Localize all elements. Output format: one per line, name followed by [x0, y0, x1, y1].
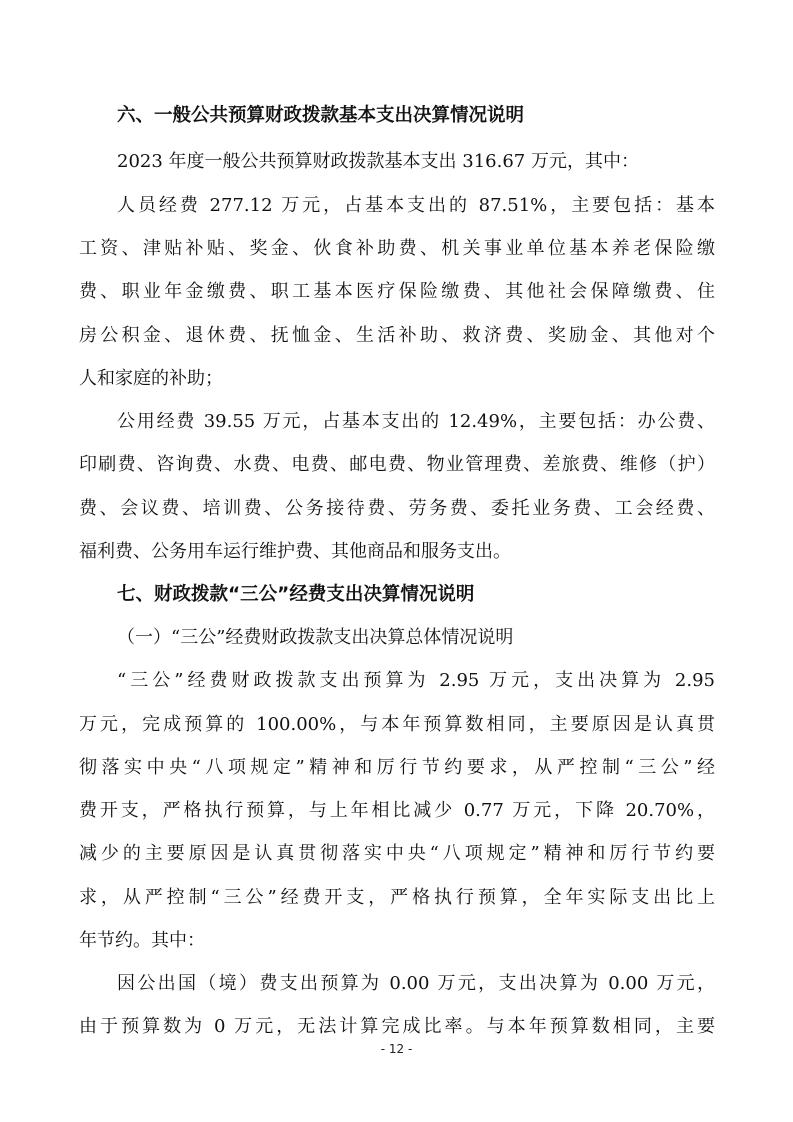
paragraph-personnel-line-1: 人员经费 277.12 万元，占基本支出的 87.51%，主要包括：基本 — [117, 195, 715, 216]
paragraph-three-public-line-4: 费开支，严格执行预算，与上年相比减少 0.77 万元，下降 20.70%， — [79, 800, 715, 821]
paragraph-public-line-1: 公用经费 39.55 万元，占基本支出的 12.49%，主要包括：办公费、 — [117, 411, 715, 432]
paragraph-three-public-line-1: “三公”经费财政拨款支出预算为 2.95 万元，支出决算为 2.95 — [117, 670, 715, 691]
paragraph-three-public-line-5: 减少的主要原因是认真贯彻落实中央“八项规定”精神和厉行节约要 — [79, 843, 715, 864]
paragraph-overseas-line-1: 因公出国（境）费支出预算为 0.00 万元，支出决算为 0.00 万元， — [117, 973, 715, 994]
paragraph-three-public-line-7: 年节约。其中： — [79, 930, 205, 951]
paragraph-three-public-line-6: 求，从严控制“三公”经费开支，严格执行预算，全年实际支出比上 — [79, 887, 715, 908]
paragraph-three-public-line-3: 彻落实中央“八项规定”精神和厉行节约要求，从严控制“三公”经 — [79, 757, 715, 778]
paragraph-three-public-line-2: 万元，完成预算的 100.00%，与本年预算数相同，主要原因是认真贯 — [79, 714, 715, 735]
paragraph-public-line-3: 费、会议费、培训费、公务接待费、劳务费、委托业务费、工会经费、 — [79, 498, 715, 519]
paragraph-overseas-line-2: 由于预算数为 0 万元，无法计算完成比率。与本年预算数相同，主要 — [79, 1016, 715, 1037]
paragraph-public-line-4: 福利费、公务用车运行维护费、其他商品和服务支出。 — [79, 541, 511, 562]
page-number: - 12 - — [380, 1042, 413, 1056]
paragraph-personnel-line-5: 人和家庭的补助； — [79, 368, 223, 389]
paragraph-personnel-line-2: 工资、津贴补贴、奖金、伙食补助费、机关事业单位基本养老保险缴 — [79, 238, 715, 259]
section-heading-6: 六、一般公共预算财政拨款基本支出决算情况说明 — [117, 105, 525, 126]
subsection-heading-1: （一）“三公”经费财政拨款支出决算总体情况说明 — [117, 627, 514, 648]
paragraph-basic-expenditure-total: 2023 年度一般公共预算财政拨款基本支出 316.67 万元，其中： — [117, 151, 639, 172]
paragraph-personnel-line-4: 房公积金、退休费、抚恤金、生活补助、救济费、奖励金、其他对个 — [79, 325, 715, 346]
paragraph-public-line-2: 印刷费、咨询费、水费、电费、邮电费、物业管理费、差旅费、维修（护） — [79, 454, 715, 475]
paragraph-personnel-line-3: 费、职业年金缴费、职工基本医疗保险缴费、其他社会保障缴费、住 — [79, 281, 715, 302]
section-heading-7: 七、财政拨款“三公”经费支出决算情况说明 — [117, 584, 475, 605]
